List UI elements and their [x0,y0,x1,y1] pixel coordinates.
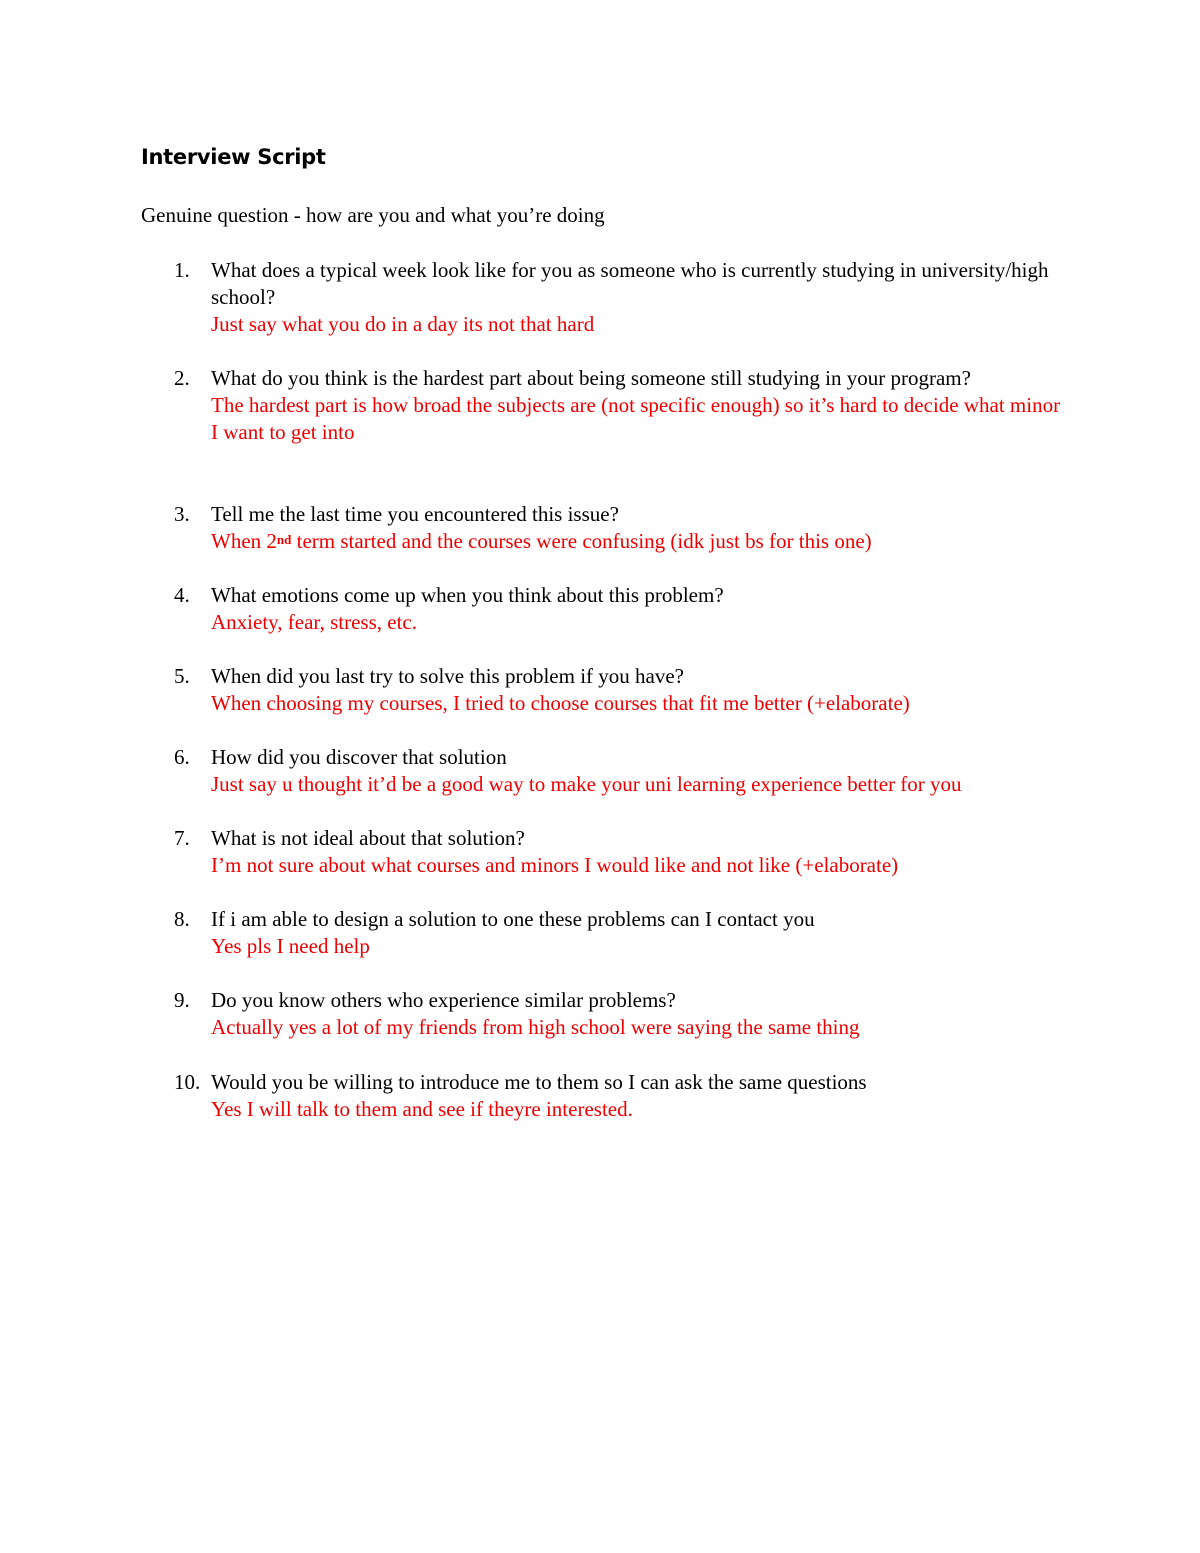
question-text: Would you be willing to introduce me to them so I can ask the same questions [211,1070,867,1094]
answer-text [211,528,1071,555]
intro-text: Genuine question - how are you and what you’re doing [141,203,605,227]
page-title: Interview Script [141,145,326,169]
answer-text: The hardest part is how broad the subjects are (not specific enough) so it’s hard to decide what minor I want to get into [211,393,1061,444]
question-text: What is not ideal about that solution? [211,826,525,850]
question-text: What do you think is the hardest part about being someone still studying in your program? [211,366,971,390]
item-number: 2. [174,366,190,390]
answer-text: Anxiety, fear, stress, etc. [211,610,417,634]
question-text: Do you know others who experience similar problems? [211,988,676,1012]
answer-text: When choosing my courses, I tried to choose courses that fit me better (+elaborate) [211,691,910,715]
item-number: 8. [174,907,190,931]
answer-text: I’m not sure about what courses and minors I would like and not like (+elaborate) [211,853,899,877]
question-text: What does a typical week look like for you as someone who is currently studying in university/high school? [211,258,1049,309]
item-number: 9. [174,988,190,1012]
answer-prefix: When 2 [211,529,277,553]
question-text: When did you last try to solve this problem if you have? [211,664,684,688]
item-number: 4. [174,583,190,607]
answer-suffix: term started and the courses were confusing (idk just bs for this one) [291,529,872,553]
answer-text: Just say what you do in a day its not that hard [211,312,595,336]
item-number: 3. [174,502,190,526]
question-text: If i am able to design a solution to one these problems can I contact you [211,907,815,931]
answer-text: Just say u thought it’d be a good way to make your uni learning experience better for you [211,772,962,796]
item-number: 6. [174,745,190,769]
answer-text: Actually yes a lot of my friends from high school were saying the same thing [211,1015,860,1039]
answer-text: Yes I will talk to them and see if theyre interested. [211,1097,633,1121]
item-number: 10. [174,1070,201,1094]
item-number: 5. [174,664,190,688]
item-number: 1. [174,258,190,282]
answer-text: Yes pls I need help [211,934,370,958]
answer-superscript: nd [276,532,292,547]
item-number: 7. [174,826,190,850]
question-text: Tell me the last time you encountered this issue? [211,502,619,526]
question-text: How did you discover that solution [211,745,507,769]
question-text: What emotions come up when you think about this problem? [211,583,724,607]
